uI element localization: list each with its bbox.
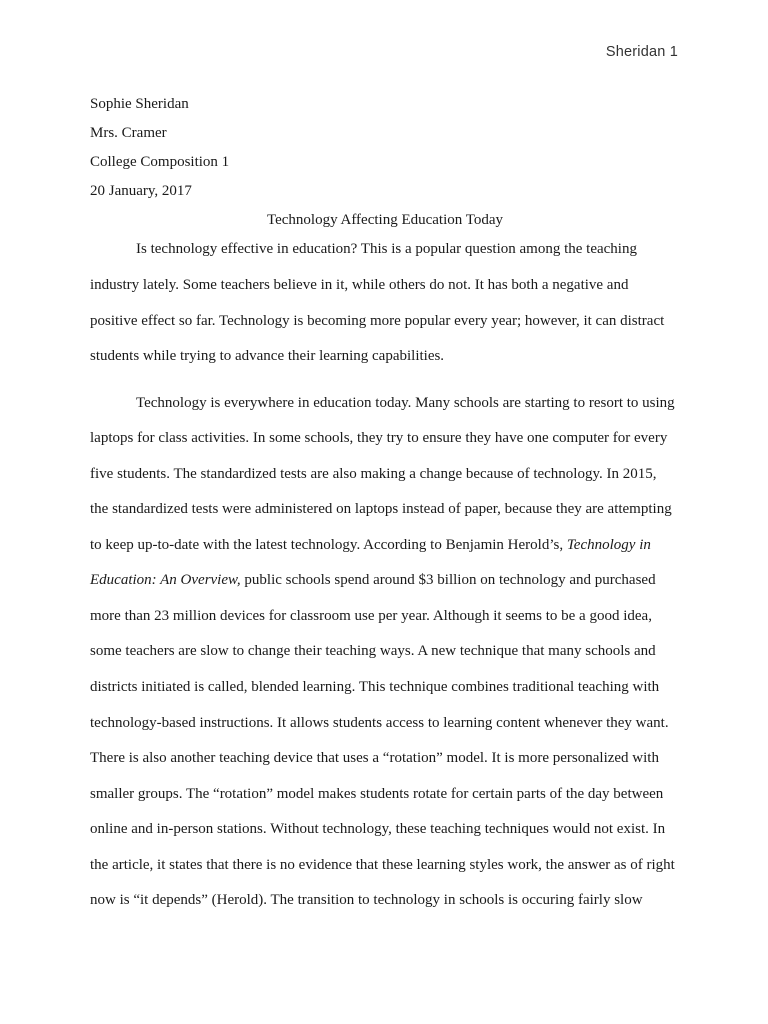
- line-text: to keep up-to-date with the latest technology. According to Benjamin Herold’s,: [90, 537, 567, 553]
- running-head: Sheridan 1: [605, 44, 678, 60]
- student-name: Sophie Sheridan: [90, 96, 189, 112]
- paragraph-2-line: five students. The standardized tests are also making a change because of technology. In 2015,: [90, 466, 657, 482]
- paragraph-2-line: [90, 570, 656, 590]
- paragraph-2-line: the standardized tests were administered on laptops instead of paper, because they are attempting: [90, 501, 672, 517]
- source-title-italic: Technology in: [566, 537, 651, 553]
- paragraph-2-line: [90, 535, 651, 555]
- essay-title: Technology Affecting Education Today: [266, 212, 504, 228]
- paragraph-2-line: There is also another teaching device that uses a “rotation” model. It is more personalized with: [90, 750, 659, 766]
- paragraph-1-line: industry lately. Some teachers believe in it, while others do not. It has both a negative and: [90, 277, 629, 293]
- paragraph-2-line: laptops for class activities. In some schools, they try to ensure they have one computer for every: [90, 430, 668, 446]
- course-name: College Composition 1: [90, 154, 230, 170]
- paragraph-2-line: the article, it states that there is no evidence that these learning styles work, the answer as of right: [90, 857, 675, 873]
- date: 20 January, 2017: [90, 183, 192, 199]
- paragraph-2-line: districts initiated is called, blended learning. This technique combines traditional teaching with: [90, 679, 660, 695]
- paragraph-1-line: positive effect so far. Technology is becoming more popular every year; however, it can distract: [90, 313, 665, 329]
- paragraph-2-line: Technology is everywhere in education today. Many schools are starting to resort to using: [136, 395, 675, 411]
- source-title-italic: Education: An Overview,: [90, 572, 241, 588]
- instructor-name: Mrs. Cramer: [90, 125, 167, 141]
- paragraph-2-line: some teachers are slow to change their teaching ways. A new technique that many schools and: [90, 643, 656, 659]
- paragraph-2-line: smaller groups. The “rotation” model makes students rotate for certain parts of the day between: [90, 786, 664, 802]
- paragraph-1-line: Is technology effective in education? This is a popular question among the teaching: [136, 241, 637, 257]
- line-text: public schools spend around $3 billion on technology and purchased: [240, 572, 656, 588]
- header-block: [90, 94, 680, 210]
- paragraph-2-line: online and in-person stations. Without technology, these teaching techniques would not exist. In: [90, 821, 666, 837]
- paragraph-2-line: more than 23 million devices for classroom use per year. Although it seems to be a good idea,: [90, 608, 652, 624]
- paragraph-1-line: students while trying to advance their learning capabilities.: [90, 348, 445, 364]
- paragraph-2-line: technology-based instructions. It allows students access to learning content whenever they want.: [90, 715, 669, 731]
- paragraph-2-line: now is “it depends” (Herold). The transition to technology in schools is occuring fairly slow: [90, 892, 643, 908]
